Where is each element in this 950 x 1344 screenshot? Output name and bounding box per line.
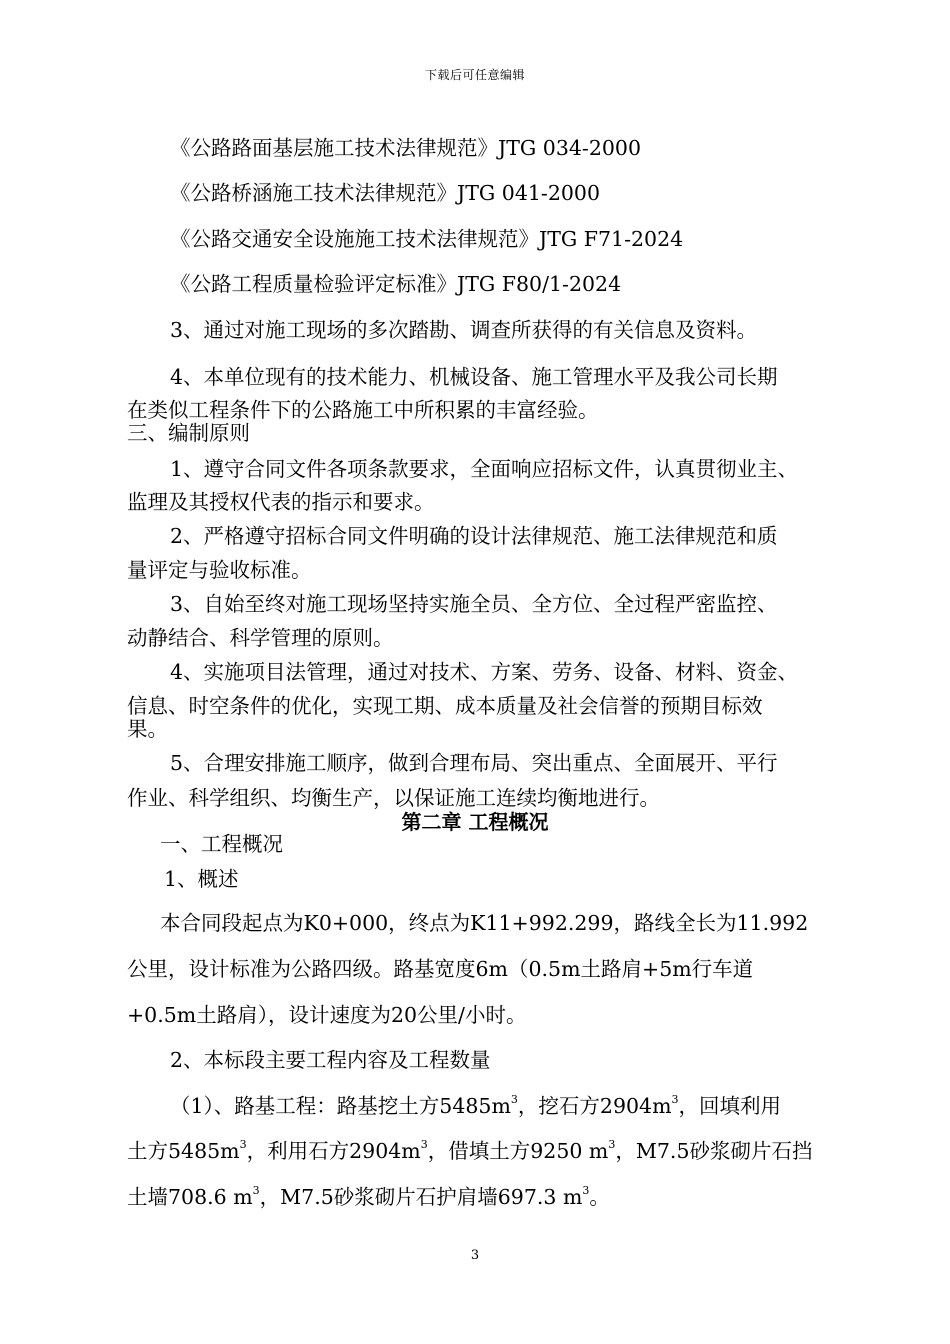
basis-item-4-line2: 在类似工程条件下的公路施工中所积累的丰富经验。 [127,398,599,422]
superscript: 3 [510,1093,518,1107]
works-text: 。 [589,1185,610,1209]
page-header: 下载后可任意编辑 [424,68,525,82]
overview-line2: 公里，设计标准为公路四级。路基宽度6m（0.5m土路肩+5m行车道 [127,957,754,981]
chapter-title: 第二章 工程概况 [401,810,549,834]
page-number: 3 [470,1248,480,1263]
principle-2-line2: 量评定与验收标准。 [127,558,312,582]
principle-1-line1: 1、遵守合同文件各项条款要求，全面响应招标文件，认真贯彻业主、 [170,457,799,481]
subsection-title-works: 2、本标段主要工程内容及工程数量 [170,1048,491,1072]
overview-line1: 本合同段起点为K0+000，终点为K11+992.299，路线全长为11.992 [160,911,809,935]
basis-item-3: 3、通过对施工现场的多次踏勘、调查所获得的有关信息及资料。 [170,318,758,342]
works-text: ，M7.5砂浆砌片石挡 [615,1139,813,1163]
works-line3 [127,1185,610,1209]
works-text: 土墙708.6 m [127,1185,253,1209]
principle-3-line1: 3、自始至终对施工现场坚持实施全员、全方位、全过程严密监控、 [170,592,778,616]
section-title-principles: 三、编制原则 [127,421,250,445]
superscript: 3 [252,1184,260,1198]
works-text: ，借填土方9250 m [427,1139,609,1163]
reference-item: 《公路路面基层施工技术法律规范》JTG 034-2000 [170,136,642,160]
basis-item-4-line1: 4、本单位现有的技术能力、机械设备、施工管理水平及我公司长期 [170,365,778,389]
subsection-title-summary: 1、概述 [164,867,239,891]
overview-line3: +0.5m土路肩），设计速度为20公里/小时。 [127,1003,527,1027]
principle-4-line3: 果。 [127,717,168,741]
reference-item: 《公路交通安全设施施工技术法律规范》JTG F71-2024 [170,227,684,251]
reference-item: 《公路工程质量检验评定标准》JTG F80/1-2024 [170,272,622,296]
works-text: ，挖石方2904m [517,1094,672,1118]
principle-4-line2: 信息、时空条件的优化，实现工期、成本质量及社会信誉的预期目标效 [127,694,763,718]
principle-1-line2: 监理及其授权代表的指示和要求。 [127,490,435,514]
superscript: 3 [608,1138,616,1152]
principle-4-line1: 4、实施项目法管理，通过对技术、方案、劳务、设备、材料、资金、 [170,660,799,684]
superscript: 3 [582,1184,590,1198]
superscript: 3 [239,1138,247,1152]
works-text: （1）、路基工程：路基挖土方5485m [170,1094,511,1118]
works-text: 土方5485m [127,1139,240,1163]
principle-2-line1: 2、严格遵守招标合同文件明确的设计法律规范、施工法律规范和质 [170,524,778,548]
superscript: 3 [671,1093,679,1107]
reference-item: 《公路桥涵施工技术法律规范》JTG 041-2000 [170,181,601,205]
principle-5-line1: 5、合理安排施工顺序，做到合理布局、突出重点、全面展开、平行 [170,751,778,775]
works-text: ，利用石方2904m [246,1139,421,1163]
principle-5-line2: 作业、科学组织、均衡生产，以保证施工连续均衡地进行。 [127,786,660,810]
works-text: ，M7.5砂浆砌片石护肩墙697.3 m [259,1185,583,1209]
principle-3-line2: 动静结合、科学管理的原则。 [127,626,394,650]
superscript: 3 [420,1138,428,1152]
works-line2 [127,1139,812,1163]
section-title-overview: 一、工程概况 [160,832,283,856]
works-line1 [170,1094,781,1118]
works-text: ，回填利用 [678,1094,782,1118]
